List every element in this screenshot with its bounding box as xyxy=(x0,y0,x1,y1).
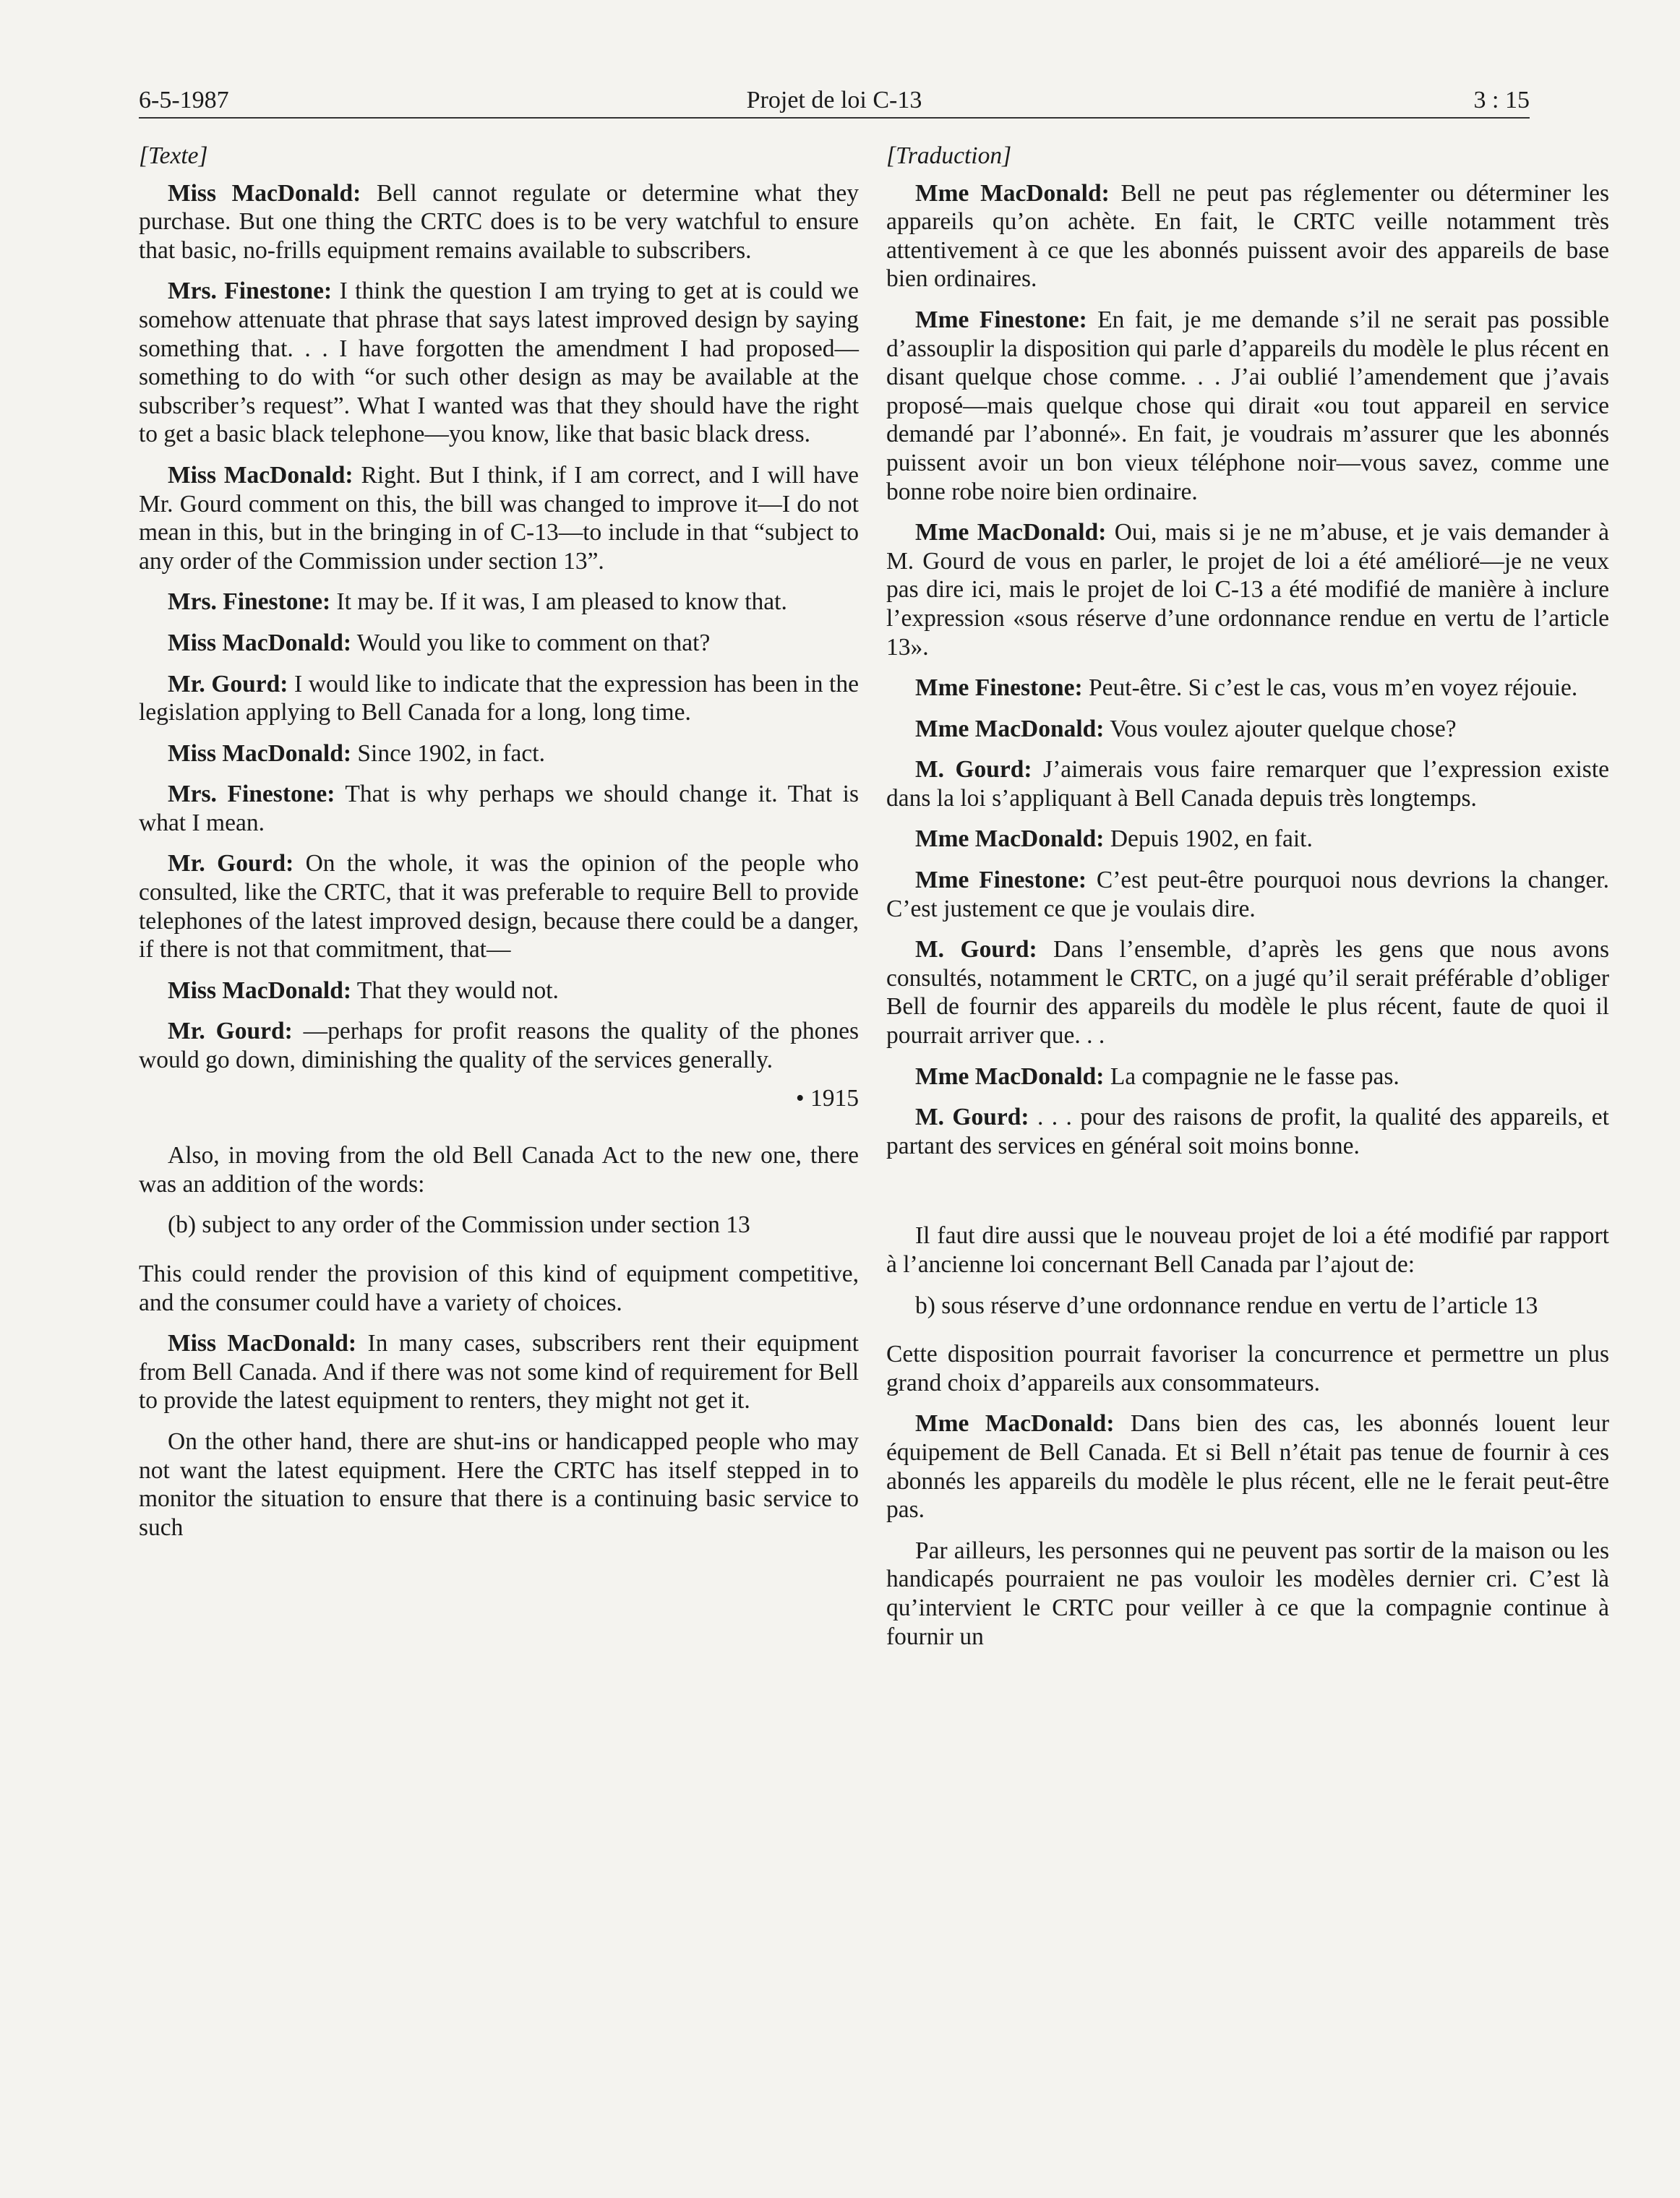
speech: In many cases, subscribers rent their equipment from Bell Canada. And if there was not some kind of requirement for Bell to provide the latest equipment to renters, they might not get it. xyxy=(139,1330,859,1414)
paragraph xyxy=(886,306,1609,506)
speaker: Miss MacDonald: xyxy=(168,461,353,489)
paragraph xyxy=(886,518,1609,661)
speech: La compagnie ne le fasse pas. xyxy=(1104,1062,1400,1090)
speaker: Mme MacDonald: xyxy=(915,179,1110,207)
header-date: 6-5-1987 xyxy=(139,87,229,113)
speech: —perhaps for profit reasons the quality of the phones would go down, diminishing the quality of the services generally. xyxy=(139,1018,859,1074)
speaker: Mr. Gourd: xyxy=(168,850,294,877)
header-title: Projet de loi C-13 xyxy=(746,87,922,113)
speaker: Mme MacDonald: xyxy=(915,715,1105,742)
header-page-number: 3 : 15 xyxy=(1473,87,1530,113)
column-tag: [Traduction] xyxy=(886,142,1012,169)
paragraph xyxy=(886,755,1609,812)
speaker: Mr. Gourd: xyxy=(168,670,288,697)
paragraph xyxy=(886,179,1609,293)
header-rule xyxy=(139,117,1530,119)
paragraph xyxy=(886,935,1609,1049)
quoted-provision: (b) subject to any order of the Commission under section 13 xyxy=(168,1211,750,1239)
speaker: Mme Finestone: xyxy=(915,306,1087,333)
paragraph xyxy=(886,825,1609,854)
english-column xyxy=(139,142,859,1554)
speech: . . . pour des raisons de profit, la qualité des appareils, et partant des services en général soit moins bonne. xyxy=(886,1104,1609,1159)
paragraph xyxy=(139,629,859,658)
paragraph: This could render the provision of this kind of equipment competitive, and the consumer could have a variety of choices. xyxy=(139,1261,859,1316)
speech: Bell ne peut pas réglementer ou déterminer les appareils qu’on achète. En fait, le CRTC veille notamment très attentivement à ce que les abonnés puissent avoir des appareils de base bien ordinaires. xyxy=(886,179,1609,293)
speech: Oui, mais si je ne m’abuse, et je vais demander à M. Gourd de vous en parler, le projet de loi a été amélioré—je ne veux pas dire ici, mais le projet de loi C-13 a été modifié de manière à inclure l’expression «sous réserve d’une ordonnance rendue en vertu de l’article 13». xyxy=(886,519,1609,661)
speaker: Mme Finestone: xyxy=(915,674,1083,702)
speaker: Mr. Gourd: xyxy=(168,1018,293,1045)
speech: C’est peut-être pourquoi nous devrions la changer. C’est justement ce que je voulais dire. xyxy=(886,867,1609,922)
paragraph: Il faut dire aussi que le nouveau projet de loi a été modifié par rapport à l’ancienne loi concernant Bell Canada par l’ajout de: xyxy=(886,1222,1609,1278)
speaker: Mme MacDonald: xyxy=(915,1410,1115,1438)
speech: On the whole, it was the opinion of the people who consulted, like the CRTC, that it was preferable to require Bell to provide telephones of the latest improved design, because there could be a danger, if there is not that commitment, that— xyxy=(139,850,859,963)
french-column xyxy=(886,142,1609,1663)
speaker: Mme MacDonald: xyxy=(915,519,1107,546)
paragraph xyxy=(139,1017,859,1074)
paragraph xyxy=(886,1103,1609,1160)
paragraph xyxy=(886,1409,1609,1524)
speaker: Mrs. Finestone: xyxy=(168,588,331,616)
speech: Bell cannot regulate or determine what they purchase. But one thing the CRTC does is to be very watchful to ensure that basic, no-frills equipment remains available to subscribers. xyxy=(139,179,860,264)
speaker: Mme MacDonald: xyxy=(915,825,1105,853)
speaker: Mrs. Finestone: xyxy=(168,781,335,808)
speech: Right. But I think, if I am correct, and I will have Mr. Gourd comment on this, the bill was changed to improve it—I do not mean in this, but in the bringing in of C-13—to include in that “subject to any order of the Commission under section 13”. xyxy=(139,461,860,575)
paragraph: On the other hand, there are shut-ins or handicapped people who may not want the latest equipment. Here the CRTC has itself stepped in to monitor the situation to ensure that there is a continuing basic service to such xyxy=(139,1428,859,1541)
speech: That is why perhaps we should change it. That is what I mean. xyxy=(139,781,859,836)
speaker: Mme MacDonald: xyxy=(915,1062,1105,1090)
paragraph: Par ailleurs, les personnes qui ne peuvent pas sortir de la maison ou les handicapés pourraient ne pas vouloir les modèles dernier cri. C’est là qu’intervient le CRTC pour veiller à ce que la compagnie continue à fournir un xyxy=(886,1537,1609,1650)
speech: I would like to indicate that the expression has been in the legislation applying to Bell Canada for a long, long time. xyxy=(139,670,859,726)
speech: Would you like to comment on that? xyxy=(351,629,711,656)
section-gap xyxy=(886,1172,1609,1222)
paragraph xyxy=(139,277,859,449)
paragraph xyxy=(139,588,859,617)
speaker: Miss MacDonald: xyxy=(168,739,352,767)
speech: I think the question I am trying to get at is could we somehow attenuate that phrase that says latest improved design by saying something that. . . I have forgotten the amendment I had proposed—something to do with “or such other design as may be available at the subscriber’s request”. What I wanted was that they should have the right to get a basic black telephone—you know, like that basic black dress. xyxy=(139,278,860,448)
speaker: Mrs. Finestone: xyxy=(168,278,333,305)
speaker: Miss MacDonald: xyxy=(168,179,361,207)
paragraph: Also, in moving from the old Bell Canada Act to the new one, there was an addition of the words: xyxy=(139,1142,859,1198)
speaker: M. Gourd: xyxy=(915,1104,1029,1131)
paragraph xyxy=(886,674,1609,703)
speaker: M. Gourd: xyxy=(915,756,1032,784)
speech: Dans l’ensemble, d’après les gens que nous avons consultés, notamment le CRTC, on a jugé qu’il serait préférable d’obliger Bell de fournir des appareils du modèle le plus récent, faute de quoi il pourrait arriver que. . . xyxy=(886,936,1609,1049)
speech: En fait, je me demande s’il ne serait pas possible d’assouplir la disposition qui parle d’appareils du modèle le plus récent en disant quelque chose comme. . . J’ai oublié l’amendement que j’avais proposé—mais quelque chose qui dirait «ou tout appareil en service demandé par l’abonné». En fait, je voudrais m’assurer que les abonnés puissent avoir un bon vieux téléphone noir—vous savez, comme une bonne robe noire bien ordinaire. xyxy=(886,306,1610,505)
paragraph xyxy=(886,715,1609,744)
paragraph xyxy=(139,1329,859,1415)
speech: J’aimerais vous faire remarquer que l’expression existe dans la loi s’appliquant à Bell Canada depuis très longtemps. xyxy=(886,756,1610,812)
speaker: M. Gourd: xyxy=(915,936,1037,963)
paragraph xyxy=(139,849,859,963)
speaker: Miss MacDonald: xyxy=(168,976,352,1004)
speech: It may be. If it was, I am pleased to know that. xyxy=(330,588,787,616)
speech: Depuis 1902, en fait. xyxy=(1104,825,1313,853)
paragraph: Cette disposition pourrait favoriser la concurrence et permettre un plus grand choix d’appareils aux consommateurs. xyxy=(886,1341,1609,1396)
paragraph xyxy=(139,461,859,575)
time-marker: • 1915 xyxy=(795,1084,859,1112)
speech: Dans bien des cas, les abonnés louent leur équipement de Bell Canada. Et si Bell n’était pas tenue de fournir à ces abonnés les appareils du modèle le plus récent, elle ne le ferait peut-être pas. xyxy=(886,1410,1609,1524)
speech: That they would not. xyxy=(351,976,559,1004)
paragraph xyxy=(139,670,859,727)
column-tag: [Texte] xyxy=(139,142,208,169)
paragraph xyxy=(886,866,1609,923)
paragraph xyxy=(139,179,859,265)
speech: Since 1902, in fact. xyxy=(351,739,545,767)
speaker: Miss MacDonald: xyxy=(168,629,352,656)
paragraph xyxy=(139,780,859,837)
speaker: Mme Finestone: xyxy=(915,867,1087,894)
speech: Vous voulez ajouter quelque chose? xyxy=(1104,715,1457,742)
speaker: Miss MacDonald: xyxy=(168,1330,357,1357)
paragraph xyxy=(139,976,859,1005)
paragraph xyxy=(886,1062,1609,1091)
speech: Peut-être. Si c’est le cas, vous m’en voyez réjouie. xyxy=(1082,674,1578,702)
paragraph xyxy=(139,739,859,768)
quoted-provision: b) sous réserve d’une ordonnance rendue en vertu de l’article 13 xyxy=(915,1292,1538,1319)
